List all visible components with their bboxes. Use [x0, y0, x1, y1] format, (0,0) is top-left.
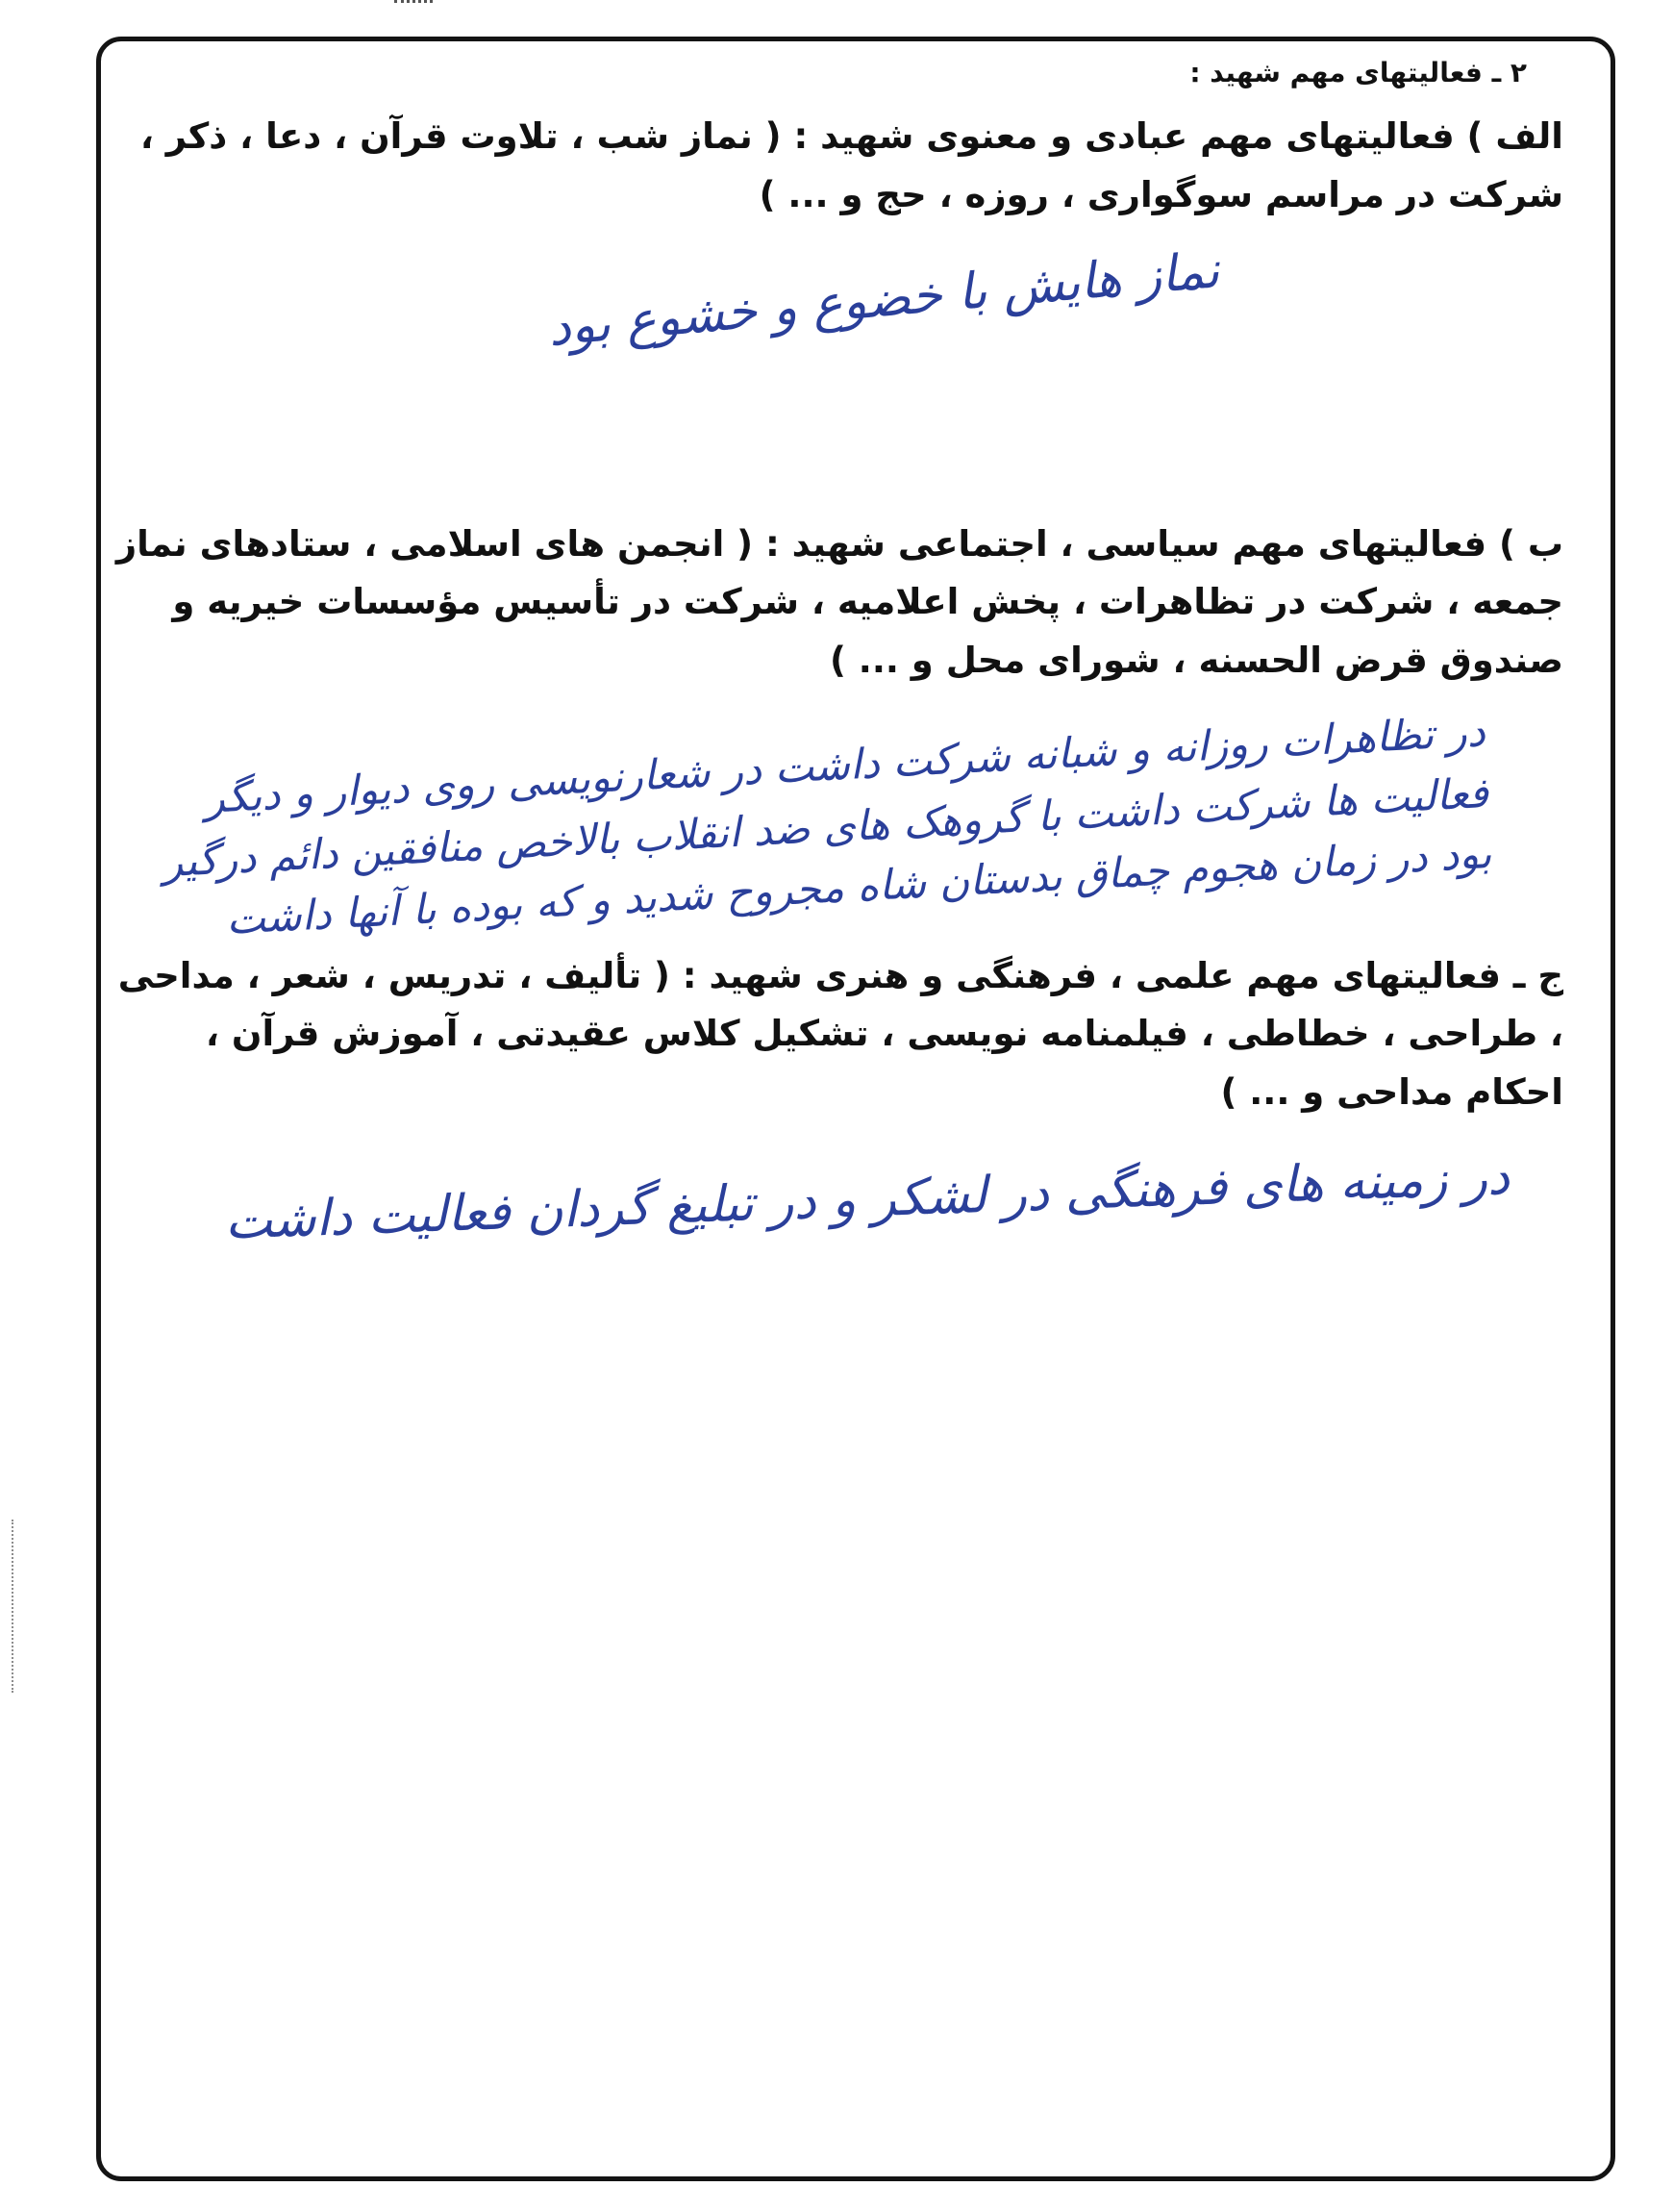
section-religious-activities: [113, 108, 1565, 358]
section-title-political-social: ب ) فعالیتهای مهم سیاسی ، اجتماعی شهید : ( انجمن های اسلامی ، ستادهای نماز جمعه ، شرکت در تظاهرات ، پخش اعلامیه ، شرکت در تأسیس مؤسسات خیریه و صندوق قرض الحسنه ، شورای محل و ... ): [115, 522, 1563, 682]
section-political-social-activities: [113, 515, 1565, 944]
scan-artifact-edge-line: [12, 1520, 17, 1693]
page-heading: ۲ ـ فعالیتهای مهم شهید :: [1189, 57, 1527, 88]
section-title-religious: الف ) فعالیتهای مهم عبادی و معنوی شهید : ( نماز شب ، تلاوت قرآن ، دعا ، ذکر ، شرکت در مراسم سوگواری ، روزه ، حج و ... ): [139, 115, 1563, 216]
scan-artifact-dots: [394, 0, 433, 13]
document-page: [113, 56, 1565, 2152]
section-title-scientific-cultural: ج ـ فعالیتهای مهم علمی ، فرهنگی و هنری شهید : ( تألیف ، تدریس ، شعر ، مداحی ، طراحی ، خطاطی ، فیلمنامه نویسی ، تشکیل کلاس عقیدتی ، آموزش قرآن ، احکام مداحی و ... ): [117, 954, 1563, 1113]
section-scientific-cultural-activities: [113, 947, 1565, 1251]
handwritten-answer-religious: نماز هایش با خضوع و خشوع بود: [545, 240, 1222, 358]
handwritten-answer-scientific-cultural: در زمینه های فرهنگی در لشکر و در تبلیغ گردان فعالیت داشت: [223, 1147, 1511, 1251]
handwritten-answer-political-social: در تظاهرات روزانه و شبانه شرکت داشت در شعارنویسی روی دیوار و دیگر فعالیت ها شرکت داشت با گروهک های ضد انقلاب بالاخص منافقین دائم درگیر بود در زمان هجوم چماق بدستان شاه مجروح شدید و که بوده با آنها داشت: [161, 707, 1493, 944]
